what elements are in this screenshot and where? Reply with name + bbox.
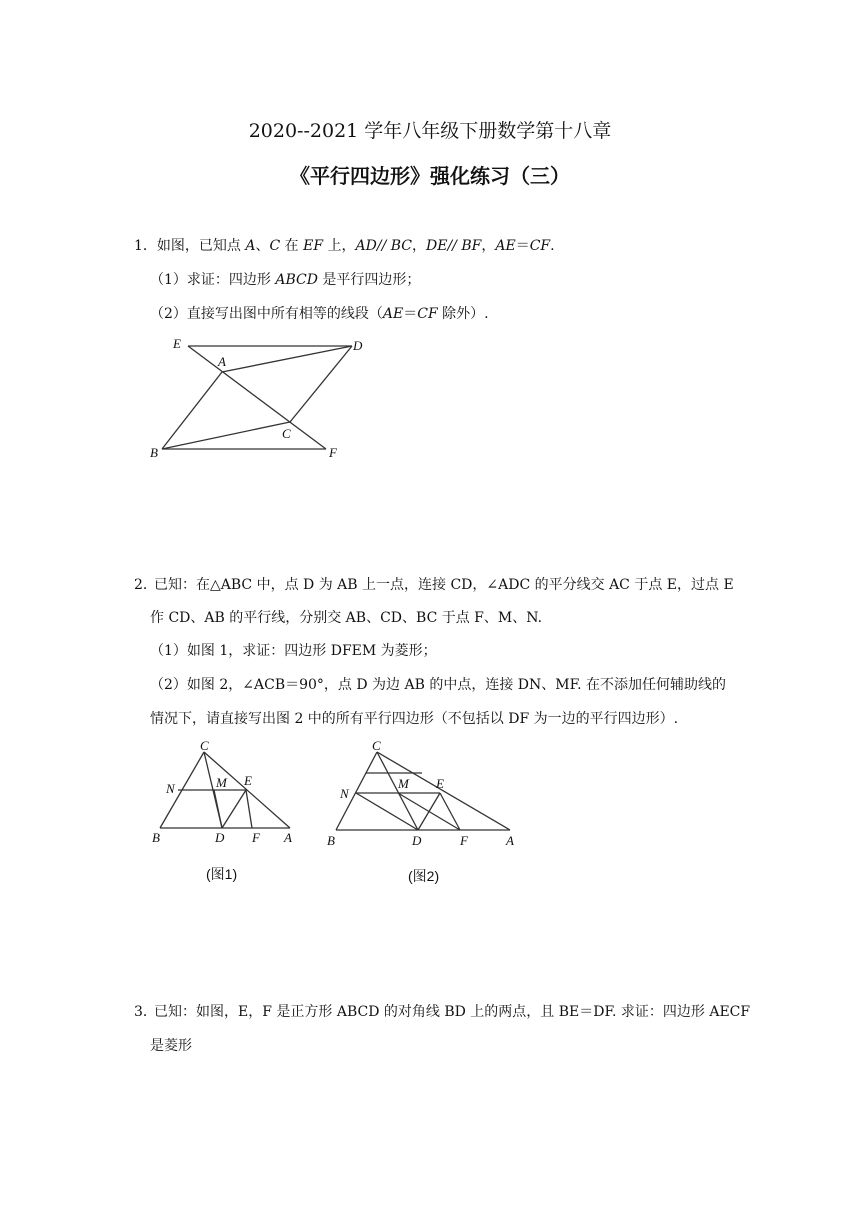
label-f: F [460,833,468,848]
problem-1-stem: 1．如图，已知点 A、C 在 EF 上，AD// BC，DE// BF，AE＝CF. [134,238,555,254]
problem-2-part-2-cont: 情况下，请直接写出图 2 中的所有平行四边形（不包括以 DF 为一边的平行四边形）. [150,711,679,727]
label-e: E [436,776,444,791]
segment-ed [222,790,246,828]
segment-ba [162,372,222,449]
label-n: N [166,781,175,796]
label-e: E [173,336,181,351]
segment-dc [290,346,352,422]
problem-1-part-2: （2）直接写出图中所有相等的线段（AE＝CF 除外）. [150,306,489,322]
label-a: A [506,833,514,848]
segment-bc [162,422,290,449]
label-b: B [150,445,158,460]
problem-2-part-1: （1）如图 1，求证：四边形 DFEM 为菱形； [150,643,437,659]
problem-2-figure-1 [148,738,308,853]
problem-2-line-1: 2． [134,577,157,593]
problem-1-figure [140,330,370,465]
segment-ef [188,346,326,449]
problem-2-part-2: （2）如图 2，∠ACB＝90°，点 D 为边 AB 的中点，连接 DN、MF. 在不添加任何辅助线的 [150,677,727,693]
label-e: E [244,773,252,788]
label-m: M [216,775,227,790]
problem-2-line-1-text: 已知：在△ABC 中，点 D 为 AB 上一点，连接 CD，∠ADC 的平分线交 AC 于点 E，过点 E [154,577,734,593]
label-b: B [152,830,160,845]
label-c: C [372,738,381,753]
figure-2-caption: (图2) [408,868,440,884]
figure-1-caption: (图1) [206,866,238,882]
problem-3-line-2: 是菱形 [150,1038,192,1054]
label-m: M [398,776,409,791]
label-a: A [218,354,226,369]
label-f: F [329,445,337,460]
label-d: D [353,338,363,353]
problem-3-line-1: 已知：如图，E，F 是正方形 ABCD 的对角线 BD 上的两点，且 BE＝DF. 求证：四边形 AECF [154,1004,751,1020]
problem-3-num: 3． [134,1004,157,1020]
segment-md [214,790,222,828]
segment-ad [222,346,352,372]
problem-2-figure-2 [322,738,522,853]
label-d: D [215,830,225,845]
segment-ef [246,790,252,828]
label-c: C [282,426,291,441]
label-b: B [327,833,335,848]
label-n: N [340,786,349,801]
page-subtitle: 《平行四边形》强化练习（三） [290,164,570,188]
page-title: 2020--2021 学年八年级下册数学第十八章 [248,120,612,142]
label-d: D [412,833,422,848]
problem-2-line-2: 作 CD、AB 的平行线，分别交 AB、CD、BC 于点 F、M、N. [150,610,543,626]
problem-1-part-1: （1）求证：四边形 ABCD 是平行四边形； [150,272,421,288]
label-f: F [252,830,260,845]
label-a: A [284,830,292,845]
label-c: C [200,738,209,753]
